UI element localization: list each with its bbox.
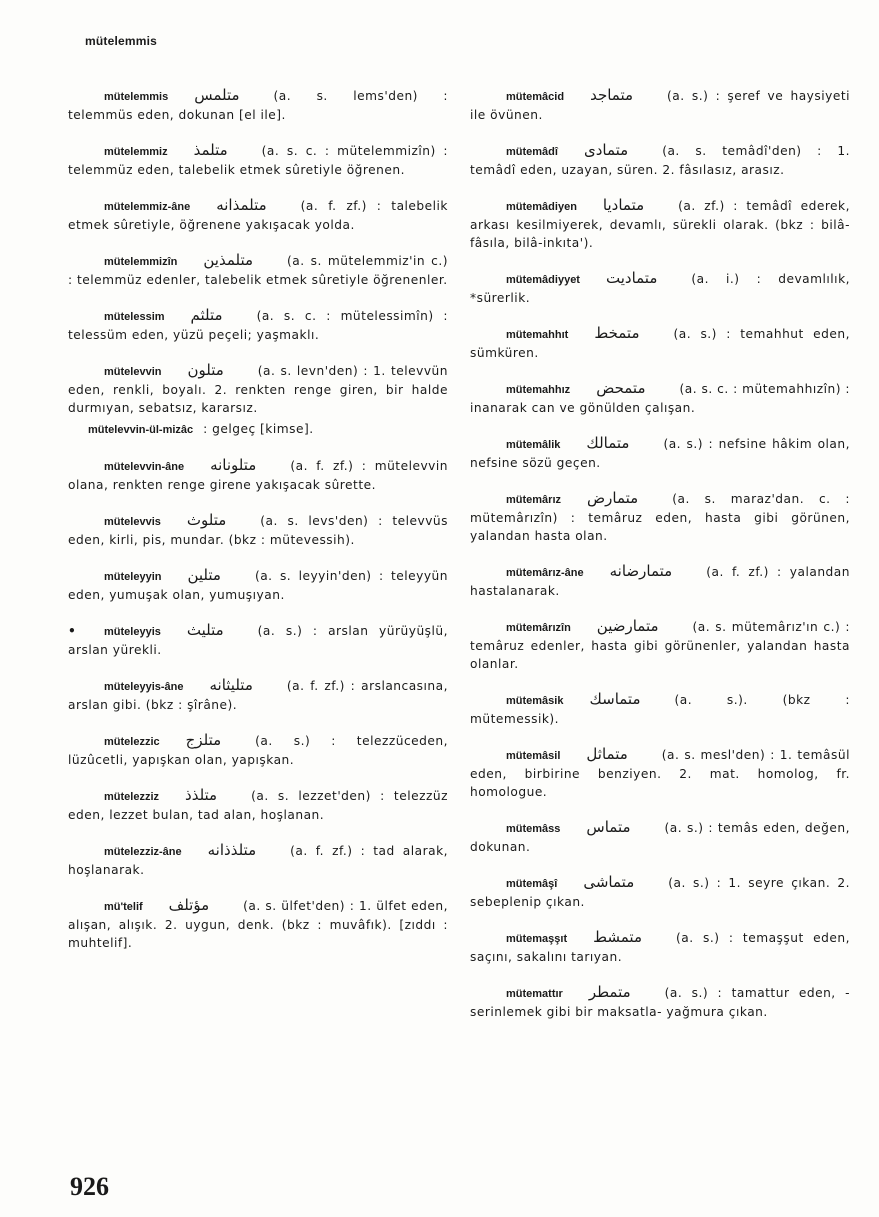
headword: mütelessim (104, 311, 165, 323)
dictionary-entry (68, 566, 448, 604)
definition: (a. s. leyyin'den) : teleyyün eden, yumuşak olan, yumuşıyan. (68, 569, 448, 602)
arabic-script: مؤتلف (168, 896, 210, 914)
headword: mütemâsil (506, 750, 561, 762)
definition: (a. s. c. : mütelemmizîn) : telemmüz eden, talebelik etmek sûretiyle öğrenen. (68, 144, 448, 177)
definition: (a. s. mütelemmiz'in c.) : telemmüz edenler, talebelik etmek sûretiyle öğrenenler. (68, 254, 448, 287)
definition: (a. s.) : temahhut eden, sümküren. (470, 327, 850, 360)
dictionary-entry (68, 676, 448, 714)
headword: mütemâdiyyet (506, 274, 580, 286)
dictionary-entry (470, 690, 850, 728)
headword: müteleyyis-âne (104, 681, 184, 693)
dictionary-entry (68, 841, 448, 879)
dictionary-entry (68, 141, 448, 179)
arabic-script: متلمذانه (216, 196, 267, 214)
dictionary-entry (470, 141, 850, 179)
dictionary-entry (470, 562, 850, 600)
arabic-script: متلمذين (203, 251, 254, 269)
definition: (a. s.) : 1. seyre çıkan. 2. sebeplenip çıkan. (470, 876, 850, 909)
definition: (a. s. levs'den) : televvüs eden, kirli, pis, mundar. (bkz : mütevessih). (68, 514, 448, 547)
bullet-mark: • (68, 624, 76, 638)
definition: (a. f. zf.) : tad alarak, hoşlanarak. (68, 844, 448, 877)
headword: mütemâlik (506, 439, 561, 451)
running-head: mütelemmis (85, 34, 158, 48)
headword: mü'telif (104, 901, 143, 913)
arabic-script: متماس (586, 818, 631, 836)
dictionary-entry (68, 86, 448, 124)
arabic-script: متماثل (586, 745, 628, 763)
headword: mütelezzic (104, 736, 160, 748)
arabic-script: متمارض (587, 489, 639, 507)
arabic-script: متلثم (190, 306, 223, 324)
arabic-script: متمشط (593, 928, 642, 946)
arabic-script: متمالك (586, 434, 630, 452)
dictionary-entry (470, 617, 850, 673)
dictionary-entry (470, 379, 850, 417)
dictionary-entry (68, 361, 448, 417)
headword: mütelevvin (104, 366, 162, 378)
headword: mütemârız-âne (506, 567, 584, 579)
definition: (a. s. c. : mütelessimîn) : telessüm eden, yüzü peçeli; yaşmaklı. (68, 309, 448, 342)
headword: mütemâdiyen (506, 201, 577, 213)
dictionary-entry (470, 983, 850, 1021)
headword: mütelevvin-ül-mizâc (88, 424, 194, 436)
arabic-script: متلون (187, 361, 224, 379)
headword: mütelemmis (104, 91, 169, 103)
arabic-script: متمطر (588, 983, 631, 1001)
headword: mütemâşî (506, 878, 558, 890)
arabic-script: متلوث (186, 511, 227, 529)
definition: (a. f. zf.) : talebelik etmek sûretiyle, öğrenene yakışacak yolda. (68, 199, 448, 232)
definition: (a. s. c. : mütemahhızîn) : inanarak can ve gönülden çalışan. (470, 382, 850, 415)
definition: (a. f. zf.) : arslancasına, arslan gibi. (bkz : şîrâne). (68, 679, 448, 712)
arabic-script: متلذذ (185, 786, 218, 804)
headword: mütelevvis (104, 516, 161, 528)
definition: (a. s.) : tamattur eden, -serinlemek gibi bir maksatla- yağmura çıkan. (470, 986, 850, 1019)
arabic-script: متماديا (602, 196, 645, 214)
dictionary-entry (68, 251, 448, 289)
dictionary-entry (68, 786, 448, 824)
headword: mütemattır (506, 988, 563, 1000)
headword: mütemâdî (506, 146, 558, 158)
arabic-script: متليثانه (209, 676, 253, 694)
dictionary-entry (470, 818, 850, 856)
definition: (a. f. zf.) : yalandan hastalanarak. (470, 565, 850, 598)
dictionary-entry (470, 434, 850, 472)
headword: mütelevvin-âne (104, 461, 185, 473)
headword: mütemâss (506, 823, 561, 835)
dictionary-entry (68, 196, 448, 234)
definition: (a. s.) : arslan yürüyüşlü, arslan yürekli. (68, 624, 448, 657)
definition: (a. s. maraz'dan. c. : mütemârızîn) : temâruz eden, hasta gibi görünen, yalandan hasta olan. (470, 492, 850, 543)
headword: mütemâcid (506, 91, 565, 103)
arabic-script: متلمذ (193, 141, 228, 159)
definition: (a. f. zf.) : mütelevvin olana, renkten renge girene yakışacak sûrette. (68, 459, 448, 492)
definition: (a. s.). (bkz : mütemessik). (470, 693, 850, 726)
definition: (a. i.) : devamlılık, *sürerlik. (470, 272, 850, 305)
headword: mütelemmiz (104, 146, 168, 158)
dictionary-entry (68, 456, 448, 494)
dictionary-entry (68, 420, 448, 439)
headword: mütemârızîn (506, 622, 571, 634)
definition: (a. zf.) : temâdî ederek, arkası kesilmiyerek, devamlı, sürekli olarak. (bkz : bilâ-fâsıla, bilâ-inkıta'). (470, 199, 850, 250)
arabic-script: متمادی (583, 141, 629, 159)
arabic-script: متلزج (185, 731, 222, 749)
headword: mütemârız (506, 494, 562, 506)
dictionary-entry (470, 86, 850, 124)
arabic-script: متمخط (594, 324, 640, 342)
headword: mütelemmizîn (104, 256, 178, 268)
definition: : gelgeç [kimse]. (203, 422, 314, 436)
arabic-script: متماديت (605, 269, 658, 287)
dictionary-entry (68, 731, 448, 769)
arabic-script: متلين (187, 566, 221, 584)
dictionary-entry (470, 324, 850, 362)
headword: mütemahhız (506, 384, 571, 396)
dictionary-entry (68, 511, 448, 549)
dictionary-entry (68, 306, 448, 344)
definition: (a. s.) : temaşşut eden, saçını, sakalını tarıyan. (470, 931, 850, 964)
arabic-script: متماسك (589, 690, 641, 708)
arabic-script: متلذذانه (207, 841, 257, 859)
arabic-script: متلمس (194, 86, 240, 104)
headword: mütemahhıt (506, 329, 569, 341)
arabic-script: متمحض (596, 379, 646, 397)
dictionary-entry (470, 928, 850, 966)
right-column (470, 86, 850, 1038)
definition: (a. s.) : temâs eden, değen, dokunan. (470, 821, 850, 854)
definition: (a. s. lezzet'den) : telezzüz eden, lezzet bulan, tad alan, hoşlanan. (68, 789, 448, 822)
arabic-script: متمارضين (596, 617, 659, 635)
arabic-script: متلونانه (210, 456, 257, 474)
dictionary-entry (470, 269, 850, 307)
definition: (a. s.) : nefsine hâkim olan, nefsine sözü geçen. (470, 437, 850, 470)
definition: (a. s.) : şeref ve haysiyeti ile övünen. (470, 89, 850, 122)
definition: (a. s. lems'den) : telemmüs eden, dokunan [el ile]. (68, 89, 448, 122)
left-column (68, 86, 448, 969)
arabic-script: متمارضانه (609, 562, 673, 580)
headword: mütelezziz (104, 791, 160, 803)
dictionary-entry (470, 196, 850, 252)
dictionary-entry (470, 873, 850, 911)
dictionary-entry (68, 896, 448, 952)
dictionary-entry (68, 621, 448, 659)
headword: müteleyyin (104, 571, 162, 583)
definition: (a. s. temâdî'den) : 1. temâdî eden, uzayan, süren. 2. fâsılasız, arasız. (470, 144, 850, 177)
page-number: 926 (70, 1172, 109, 1201)
headword: müteleyyis (104, 626, 161, 638)
definition: (a. s. ülfet'den) : 1. ülfet eden, alışan, alışık. 2. uygun, denk. (bkz : muvâfık). [zıddı : muhtelif]. (68, 899, 448, 950)
definition: (a. s. levn'den) : 1. televvün eden, renkli, boyalı. 2. renkten renge giren, bir halde durmıyan, sebatsız, kararsız. (68, 364, 448, 415)
headword: mütelemmiz-âne (104, 201, 191, 213)
arabic-script: متليث (186, 621, 224, 639)
dictionary-entry (470, 745, 850, 801)
headword: mütemâsik (506, 695, 564, 707)
headword: mütemaşşıt (506, 933, 568, 945)
definition: (a. s. mütemârız'ın c.) : temâruz edenler, hasta gibi görünenler, yalandan hasta olanlar. (470, 620, 850, 671)
arabic-script: متماجد (590, 86, 634, 104)
dictionary-entry (470, 489, 850, 545)
arabic-script: متماشی (583, 873, 635, 891)
definition: (a. s.) : telezzüceden, lüzûcetli, yapışkan olan, yapışkan. (68, 734, 448, 767)
headword: mütelezziz-âne (104, 846, 182, 858)
definition: (a. s. mesl'den) : 1. temâsül eden, birbirine benziyen. 2. mat. homolog, fr. homologue. (470, 748, 850, 799)
